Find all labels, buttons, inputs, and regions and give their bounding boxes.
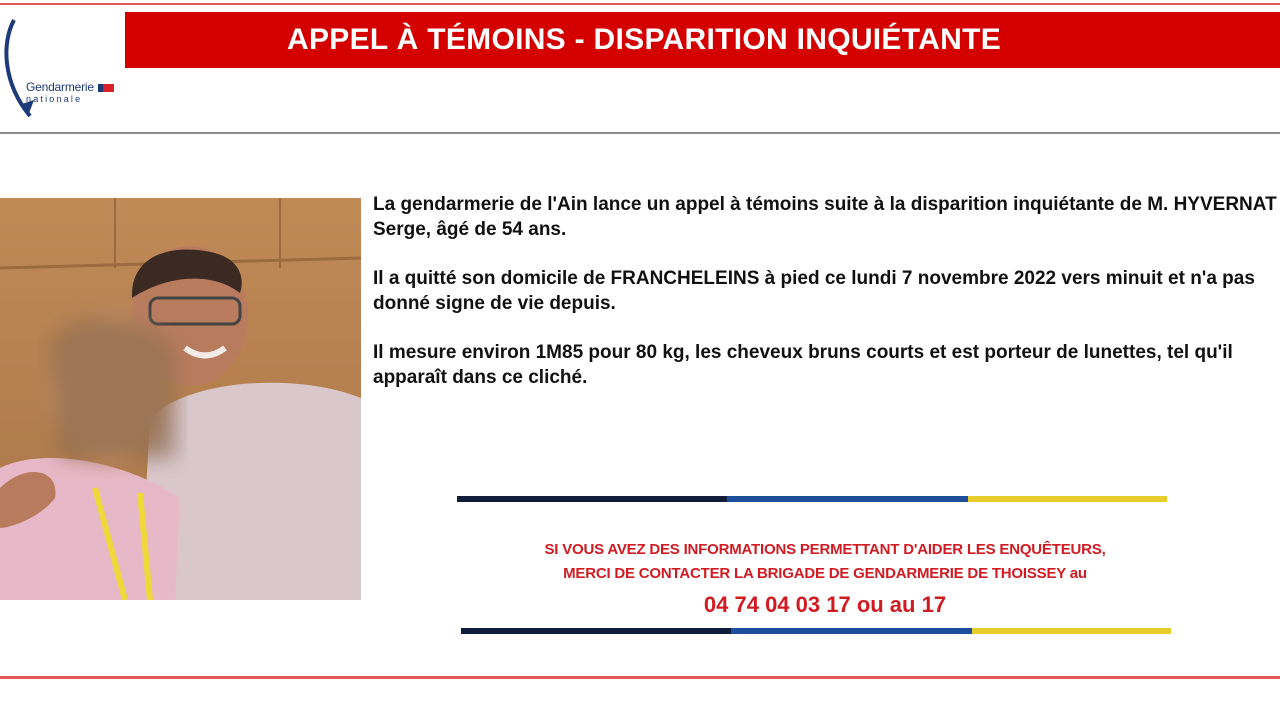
contact-line-2: MERCI DE CONTACTER LA BRIGADE DE GENDARMERIE DE THOISSEY au (563, 565, 1087, 582)
notice-paragraph: La gendarmerie de l'Ain lance un appel à témoins suite à la disparition inquiétante de M. HYVERNAT Serge, âgé de 54 ans. (373, 194, 1277, 240)
gendarmerie-logo (0, 12, 124, 122)
page-title: APPEL À TÉMOINS - DISPARITION INQUIÉTANTE (287, 23, 1002, 56)
contact-callout (462, 538, 1188, 618)
title-banner (125, 12, 1280, 68)
missing-person-photo (0, 198, 361, 600)
tricolor-bar-top (457, 496, 1167, 502)
bottom-divider (0, 676, 1280, 679)
logo-swoosh-icon (0, 12, 124, 122)
contact-line-1: SI VOUS AVEZ DES INFORMATIONS PERMETTANT D'AIDER LES ENQUÊTEURS, (544, 541, 1106, 558)
top-divider (0, 3, 1280, 5)
notice-paragraph: Il mesure environ 1M85 pour 80 kg, les cheveux bruns courts et est porteur de lunettes, tel qu'il apparaît dans ce cliché. (373, 342, 1233, 388)
tricolor-bar-bottom (461, 628, 1171, 634)
notice-text (373, 192, 1278, 414)
logo-text-nationale: nationale (26, 94, 83, 104)
contact-phone: 04 74 04 03 17 ou au 17 (703, 592, 947, 617)
logo-text-gendarmerie: Gendarmerie (26, 80, 94, 94)
logo-flag-icon (98, 84, 114, 92)
notice-paragraph: Il a quitté son domicile de FRANCHELEINS à pied ce lundi 7 novembre 2022 vers minuit et n'a pas donné signe de vie depuis. (373, 268, 1255, 314)
header-divider (0, 132, 1280, 134)
